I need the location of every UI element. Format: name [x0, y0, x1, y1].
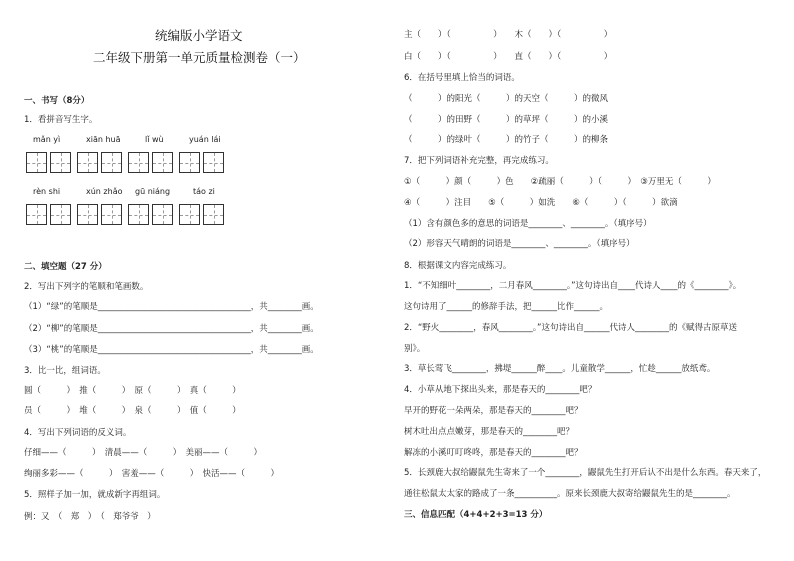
q5-example: 例：又 （ 郑 ） （ 郑爷爷 ） — [24, 512, 156, 522]
writing-cell[interactable] — [152, 152, 173, 173]
q2-item-3: （3）“桃”的笔顺是____________________________________，共________画。 — [24, 345, 319, 355]
pinyin-6: xún zhǎo — [86, 187, 123, 196]
writing-cell[interactable] — [101, 204, 122, 225]
q6-row-1: （ ）的阳光（ ）的天空（ ）的微风 — [404, 94, 609, 104]
section-1-heading: 一、书写（8分） — [24, 96, 90, 106]
writing-cell[interactable] — [128, 152, 149, 173]
q2-instruction: 2．写出下列字的笔顺和笔画数。 — [24, 282, 149, 292]
title-line1: 统编版小学语文 — [155, 28, 243, 43]
q6-row-2: （ ）的田野（ ）的草坪（ ）的小溪 — [404, 115, 609, 125]
q8-item-4c: 树木吐出点点嫩芽，那是春天的________吧？ — [404, 427, 575, 437]
q7-sub-1: （1）含有颜色多的意思的词语是________、________。（填序号） — [404, 219, 652, 229]
pinyin-2: xiān huā — [86, 135, 121, 144]
q2-item-1: （1）“绿”的笔顺是____________________________________，共________画。 — [24, 302, 319, 312]
q8-item-3: 3．草长莺飞________，拂堤______醉____。儿童散学______，忙趁______放纸鸢。 — [404, 364, 716, 374]
section-2-heading: 二、填空题（27 分） — [24, 262, 107, 272]
q4-row-1: 仔细——（ ） 清晨——（ ） 美丽——（ ） — [24, 448, 263, 458]
q6-instruction: 6．在括号里填上恰当的词语。 — [404, 73, 520, 83]
q4-row-2: 绚丽多彩——（ ） 害羞——（ ） 快活——（ ） — [24, 469, 280, 479]
writing-cell[interactable] — [50, 152, 71, 173]
q7-row-2: ④（ ）注目 ⑤（ ）如洗 ⑥（ ）（ ）欲滴 — [404, 198, 678, 208]
q8-item-4: 4．小草从地下探出头来，那是春天的________吧？ — [404, 385, 597, 395]
writing-cell[interactable] — [77, 204, 98, 225]
q7-instruction: 7．把下列词语补充完整，再完成练习。 — [404, 156, 554, 166]
writing-cell[interactable] — [128, 204, 149, 225]
pinyin-1: mǎn yì — [33, 135, 61, 144]
title-line2: 二年级下册第一单元质量检测卷（一） — [93, 50, 306, 65]
q8-item-2-cont: 别》。 — [404, 344, 426, 354]
q8-instruction: 8．根据课文内容完成练习。 — [404, 261, 512, 271]
q8-item-1: 1．“不知细叶________，二月春风________。”这句诗出自____代诗人____的《________》。 — [404, 281, 742, 291]
pinyin-5: rèn shi — [33, 187, 61, 196]
writing-cell[interactable] — [77, 152, 98, 173]
pinyin-4: yuán lái — [189, 135, 221, 144]
q2-item-2: （2）“柳”的笔顺是____________________________________，共________画。 — [24, 324, 319, 334]
section-3-heading: 三、信息匹配（4+4+2+3=13 分） — [404, 510, 548, 520]
writing-cell[interactable] — [179, 152, 200, 173]
q8-item-4b: 早开的野花一朵两朵，那是春天的________吧？ — [404, 406, 583, 416]
q8-item-1-cont: 这句诗用了______的修辞手法，把______比作______。 — [404, 302, 609, 312]
writing-cell[interactable] — [26, 152, 47, 173]
q7-sub-2: （2）形容天气晴朗的词语是________、________。（填序号） — [404, 239, 635, 249]
writing-cell[interactable] — [26, 204, 47, 225]
q8-item-5-cont: 通往松鼠太太家的路成了一条__________。原来长颈鹿大叔寄给鼹鼠先生的是________。 — [404, 489, 736, 499]
q4-instruction: 4．写出下列词语的反义词。 — [24, 428, 132, 438]
pinyin-7: gū niáng — [135, 187, 171, 196]
writing-grid-row-1 — [26, 152, 224, 173]
writing-cell[interactable] — [152, 204, 173, 225]
q7-row-1: ①（ ）颜（ ）色 ②疏丽（ ）（ ） ③万里无（ ） — [404, 177, 716, 187]
q5-instruction: 5．照样子加一加，就成新字再组词。 — [24, 490, 166, 500]
writing-cell[interactable] — [101, 152, 122, 173]
q6-row-3: （ ）的绿叶（ ）的竹子（ ）的柳条 — [404, 135, 609, 145]
q3-row-1: 圆（ ） 推（ ） 原（ ） 真（ ） — [24, 386, 241, 396]
writing-cell[interactable] — [203, 204, 224, 225]
q3-instruction: 3．比一比，组词语。 — [24, 366, 106, 376]
writing-cell[interactable] — [203, 152, 224, 173]
q1-instruction: 1．看拼音写生字。 — [24, 115, 98, 125]
writing-cell[interactable] — [50, 204, 71, 225]
writing-grid-row-2 — [26, 204, 224, 225]
q3-row-2: 员（ ） 堆（ ） 泉（ ） 值（ ） — [24, 406, 241, 416]
q5-row-1: 主（ ）（ ） 木（ ）（ ） — [404, 30, 613, 40]
q8-item-2: 2．“野火________，春风________。”这句诗出自______代诗人________的《赋得古原草送 — [404, 323, 737, 333]
q5-row-2: 白（ ）（ ） 直（ ）（ ） — [404, 52, 613, 62]
writing-cell[interactable] — [179, 204, 200, 225]
pinyin-3: lǐ wù — [145, 135, 164, 144]
q8-item-5: 5．长颈鹿大叔给鼹鼠先生寄来了一个________，鼹鼠先生打开后认不出是什么东西。春天来了， — [404, 468, 767, 478]
pinyin-8: táo zi — [193, 187, 215, 196]
q8-item-4d: 解冻的小溪叮叮咚咚，那是春天的________吧？ — [404, 448, 583, 458]
